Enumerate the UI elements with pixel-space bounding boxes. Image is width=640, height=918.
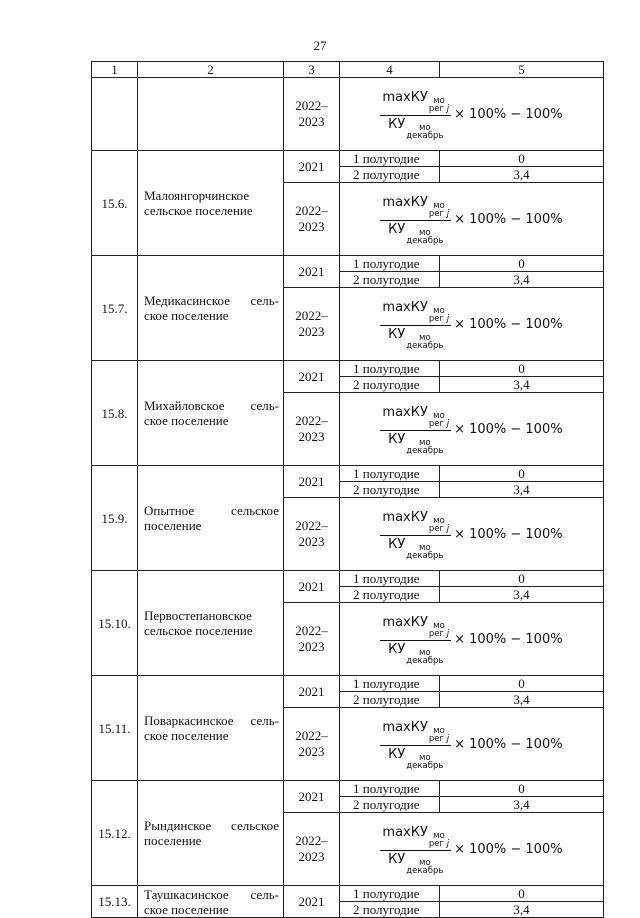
formula-denominator: КУ мо декабрь bbox=[388, 431, 444, 456]
formula-cell bbox=[340, 393, 604, 466]
half-label-cell: 1 полугодие bbox=[340, 676, 440, 692]
formula-cell bbox=[340, 603, 604, 676]
name-cell: Поваркасинское сель-ское поселение bbox=[138, 676, 284, 781]
value-cell: 3,4 bbox=[440, 902, 604, 918]
formula-numerator: maxКУ мо рег j bbox=[382, 404, 450, 429]
formula-denominator: КУ мо декабрь bbox=[388, 746, 444, 771]
formula-denominator: КУ мо декабрь bbox=[388, 641, 444, 666]
table-row bbox=[92, 466, 604, 482]
header-cell: 5 bbox=[440, 62, 604, 78]
year-cell: 2021 bbox=[284, 466, 340, 498]
year-cell: 2021 bbox=[284, 151, 340, 183]
value-cell: 3,4 bbox=[440, 797, 604, 813]
row-number-cell: 15.6. bbox=[92, 151, 138, 256]
formula-cell bbox=[340, 813, 604, 886]
name-cell: Опытное сельское поселение bbox=[138, 466, 284, 571]
value-cell: 3,4 bbox=[440, 482, 604, 498]
year-cell bbox=[284, 708, 340, 781]
year-range: 2022– 2023 bbox=[295, 623, 328, 654]
formula-denominator: КУ мо декабрь bbox=[388, 221, 444, 246]
page-number: 27 bbox=[313, 38, 327, 53]
half-label-cell: 1 полугодие bbox=[340, 361, 440, 377]
half-label-cell: 2 полугодие bbox=[340, 902, 440, 918]
growth-formula bbox=[380, 615, 562, 665]
name-cell: Таушкасинское сель-ское поселение bbox=[138, 886, 284, 918]
year-range: 2022– 2023 bbox=[295, 833, 328, 864]
value-cell: 0 bbox=[440, 781, 604, 797]
row-number-cell: 15.11. bbox=[92, 676, 138, 781]
row-number-cell: 15.9. bbox=[92, 466, 138, 571]
header-cell: 2 bbox=[138, 62, 284, 78]
row-number-cell: 15.12. bbox=[92, 781, 138, 886]
tariff-table bbox=[91, 61, 604, 918]
row-number-cell: 15.13. bbox=[92, 886, 138, 918]
year-range: 2022– 2023 bbox=[295, 98, 328, 129]
half-label-cell: 1 полугодие bbox=[340, 466, 440, 482]
name-cell: Рындинское сельское поселение bbox=[138, 781, 284, 886]
formula-fraction bbox=[380, 405, 451, 455]
year-range: 2022– 2023 bbox=[295, 413, 328, 444]
growth-formula bbox=[380, 195, 562, 245]
half-label-cell: 2 полугодие bbox=[340, 797, 440, 813]
half-label-cell: 1 полугодие bbox=[340, 781, 440, 797]
year-range: 2022– 2023 bbox=[295, 518, 328, 549]
growth-formula bbox=[380, 825, 562, 875]
row-number-cell: 15.7. bbox=[92, 256, 138, 361]
growth-formula bbox=[380, 405, 562, 455]
formula-cell bbox=[340, 78, 604, 151]
formula-cell bbox=[340, 288, 604, 361]
formula-numerator: maxКУ мо рег j bbox=[382, 194, 450, 219]
header-cell: 1 bbox=[92, 62, 138, 78]
table-row bbox=[92, 361, 604, 377]
formula-numerator: maxКУ мо рег j bbox=[382, 509, 450, 534]
year-cell bbox=[284, 603, 340, 676]
year-range: 2022– 2023 bbox=[295, 728, 328, 759]
formula-cell bbox=[340, 708, 604, 781]
formula-fraction bbox=[380, 90, 451, 140]
half-label-cell: 2 полугодие bbox=[340, 482, 440, 498]
header-row bbox=[92, 62, 604, 78]
continuation-row bbox=[92, 78, 604, 151]
half-label-cell: 1 полугодие bbox=[340, 571, 440, 587]
year-cell bbox=[284, 78, 340, 151]
value-cell: 3,4 bbox=[440, 272, 604, 288]
formula-fraction bbox=[380, 720, 451, 770]
name-cell: Малоянгорчинское сельское поселение bbox=[138, 151, 284, 256]
value-cell: 0 bbox=[440, 256, 604, 272]
growth-formula bbox=[380, 300, 562, 350]
formula-numerator: maxКУ мо рег j bbox=[382, 89, 450, 114]
table-row bbox=[92, 676, 604, 692]
value-cell: 0 bbox=[440, 886, 604, 902]
table-row bbox=[92, 886, 604, 902]
name-cell: Первостепановское сельское поселение bbox=[138, 571, 284, 676]
formula-tail: × 100% − 100% bbox=[454, 632, 563, 647]
formula-tail: × 100% − 100% bbox=[454, 107, 563, 122]
year-range: 2022– 2023 bbox=[295, 203, 328, 234]
formula-numerator: maxКУ мо рег j bbox=[382, 614, 450, 639]
year-cell bbox=[284, 498, 340, 571]
formula-denominator: КУ мо декабрь bbox=[388, 536, 444, 561]
table-row bbox=[92, 256, 604, 272]
formula-tail: × 100% − 100% bbox=[454, 842, 563, 857]
row-number-cell bbox=[92, 78, 138, 151]
formula-tail: × 100% − 100% bbox=[454, 317, 563, 332]
formula-numerator: maxКУ мо рег j bbox=[382, 824, 450, 849]
year-cell: 2021 bbox=[284, 361, 340, 393]
half-label-cell: 1 полугодие bbox=[340, 256, 440, 272]
growth-formula bbox=[380, 720, 562, 770]
formula-fraction bbox=[380, 825, 451, 875]
name-cell: Михайловское сель-ское поселение bbox=[138, 361, 284, 466]
year-cell bbox=[284, 393, 340, 466]
half-label-cell: 1 полугодие bbox=[340, 886, 440, 902]
year-cell bbox=[284, 183, 340, 256]
formula-fraction bbox=[380, 300, 451, 350]
value-cell: 3,4 bbox=[440, 377, 604, 393]
year-cell bbox=[284, 813, 340, 886]
formula-denominator: КУ мо декабрь bbox=[388, 326, 444, 351]
half-label-cell: 1 полугодие bbox=[340, 151, 440, 167]
table-row bbox=[92, 151, 604, 167]
half-label-cell: 2 полугодие bbox=[340, 377, 440, 393]
name-cell bbox=[138, 78, 284, 151]
half-label-cell: 2 полугодие bbox=[340, 167, 440, 183]
value-cell: 0 bbox=[440, 361, 604, 377]
year-cell: 2021 bbox=[284, 886, 340, 918]
table-row bbox=[92, 571, 604, 587]
row-number-cell: 15.8. bbox=[92, 361, 138, 466]
formula-fraction bbox=[380, 615, 451, 665]
formula-tail: × 100% − 100% bbox=[454, 212, 563, 227]
formula-tail: × 100% − 100% bbox=[454, 422, 563, 437]
value-cell: 0 bbox=[440, 151, 604, 167]
value-cell: 0 bbox=[440, 466, 604, 482]
value-cell: 3,4 bbox=[440, 692, 604, 708]
growth-formula bbox=[380, 510, 562, 560]
formula-denominator: КУ мо декабрь bbox=[388, 851, 444, 876]
half-label-cell: 2 полугодие bbox=[340, 587, 440, 603]
year-cell bbox=[284, 288, 340, 361]
formula-tail: × 100% − 100% bbox=[454, 737, 563, 752]
year-cell: 2021 bbox=[284, 571, 340, 603]
table-row bbox=[92, 781, 604, 797]
year-cell: 2021 bbox=[284, 781, 340, 813]
formula-tail: × 100% − 100% bbox=[454, 527, 563, 542]
header-cell: 4 bbox=[340, 62, 440, 78]
formula-fraction bbox=[380, 510, 451, 560]
formula-fraction bbox=[380, 195, 451, 245]
half-label-cell: 2 полугодие bbox=[340, 272, 440, 288]
year-cell: 2021 bbox=[284, 256, 340, 288]
formula-cell bbox=[340, 183, 604, 256]
value-cell: 0 bbox=[440, 571, 604, 587]
formula-cell bbox=[340, 498, 604, 571]
header-cell: 3 bbox=[284, 62, 340, 78]
half-label-cell: 2 полугодие bbox=[340, 692, 440, 708]
year-cell: 2021 bbox=[284, 676, 340, 708]
row-number-cell: 15.10. bbox=[92, 571, 138, 676]
year-range: 2022– 2023 bbox=[295, 308, 328, 339]
value-cell: 3,4 bbox=[440, 167, 604, 183]
growth-formula bbox=[380, 90, 562, 140]
value-cell: 3,4 bbox=[440, 587, 604, 603]
formula-numerator: maxКУ мо рег j bbox=[382, 299, 450, 324]
formula-denominator: КУ мо декабрь bbox=[388, 116, 444, 141]
name-cell: Медикасинское сель-ское поселение bbox=[138, 256, 284, 361]
formula-numerator: maxКУ мо рег j bbox=[382, 719, 450, 744]
value-cell: 0 bbox=[440, 676, 604, 692]
